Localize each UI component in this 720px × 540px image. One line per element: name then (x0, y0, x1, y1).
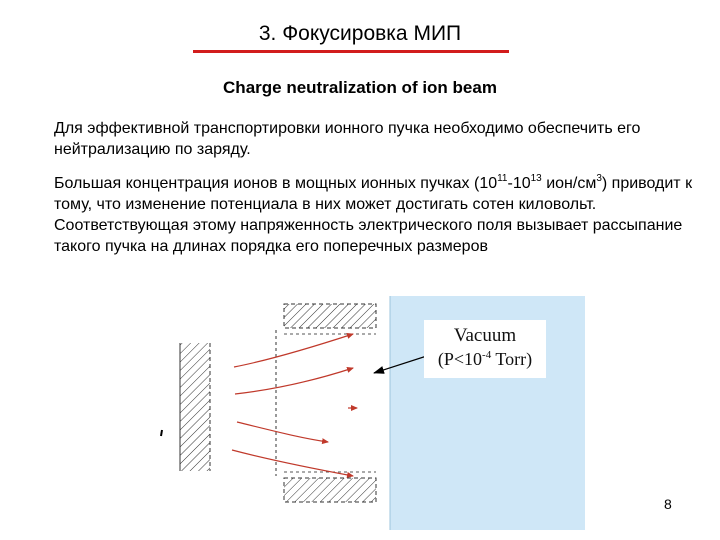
p2-text-4: ) приводит к тому, что изменение потенциала в них может достигать сотен киловольт. Соответствующая этому напряженность электрического поля вызывает рассыпание такого пучка на длинах порядка его поперечных размеров (54, 175, 693, 255)
p2-exp-1: 11 (497, 173, 508, 184)
p2-text-2: -10 (507, 175, 531, 192)
page-number: 8 (664, 496, 672, 512)
vacuum-pressure (424, 347, 546, 371)
p2-exp-2: 13 (530, 173, 542, 184)
beam-arrow-upper (234, 334, 353, 367)
vacuum-label: Vacuum (453, 325, 517, 346)
slide-title: 3. Фокусировка МИП (258, 22, 462, 45)
p2-text-3: ион/см (541, 175, 597, 192)
stray-mark (161, 430, 162, 436)
title-underline (193, 50, 509, 53)
upper-electrode (284, 304, 376, 328)
paragraph-ion-concentration (54, 173, 694, 257)
pressure-prefix: (P<10 (437, 349, 483, 369)
p2-text-1: Большая концентрация ионов в мощных ионных пучках (10 (54, 175, 498, 192)
paragraph-neutralization: Для эффективной транспортировки ионного пучка необходимо обеспечить его нейтрализацию по заряду. (54, 120, 641, 158)
p2-exp-3: 3 (596, 173, 602, 184)
beam-arrow-upper-mid (235, 368, 353, 394)
lower-electrode (284, 478, 376, 502)
emitter-electrode (180, 343, 210, 471)
pressure-suffix: Torr) (491, 349, 533, 369)
pressure-exponent: -4 (482, 349, 492, 361)
slide-subtitle: Charge neutralization of ion beam (223, 78, 497, 97)
beam-arrow-lower-mid (237, 422, 328, 442)
vacuum-label-box (424, 320, 546, 378)
